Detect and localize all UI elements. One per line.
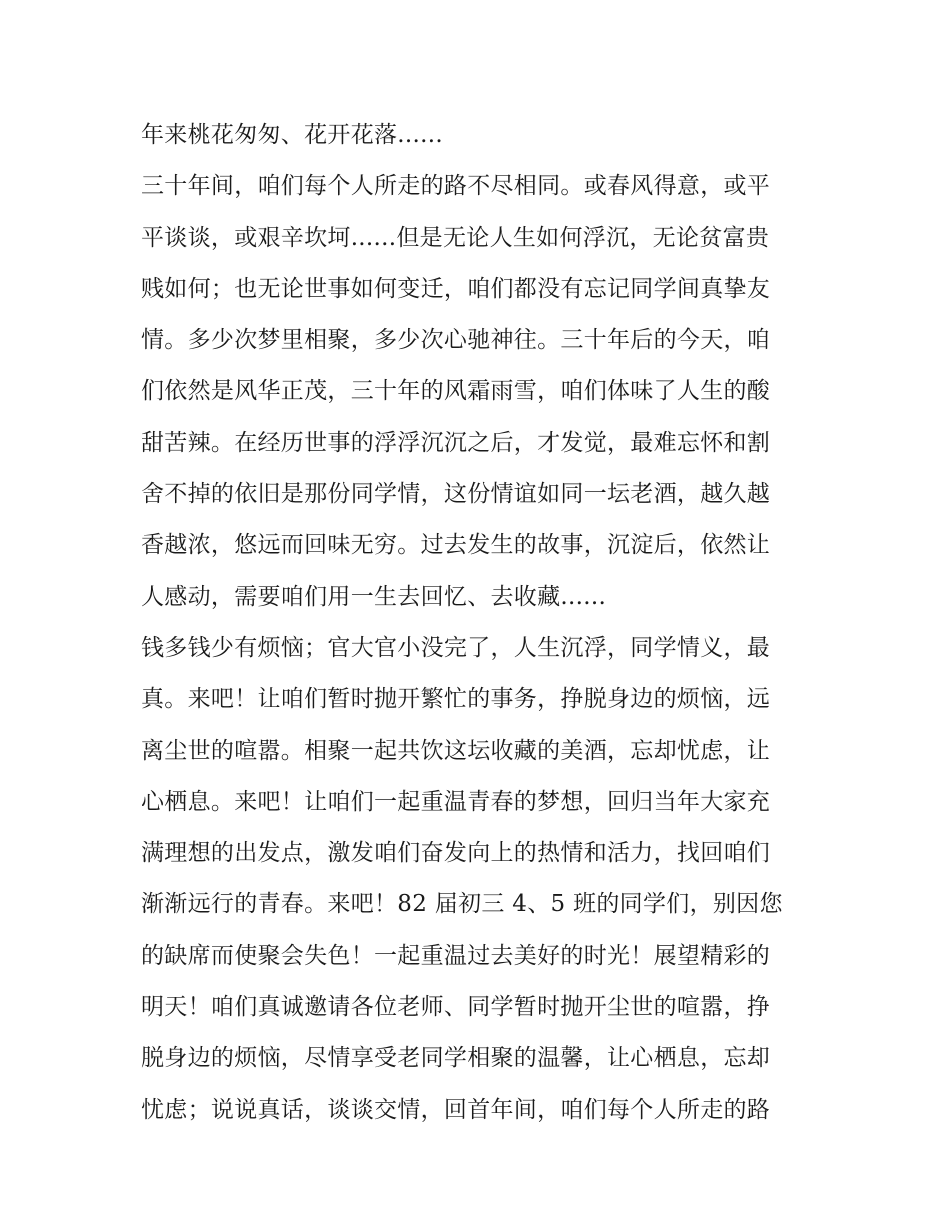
text-line: 的缺席而使聚会失色！一起重温过去美好的时光！展望精彩的 <box>141 942 771 969</box>
text-line: 香越浓，悠远而回味无穷。过去发生的故事，沉淀后，依然让 <box>141 532 771 559</box>
text-line: 钱多钱少有烦恼；官大官小没完了，人生沉浮，同学情义，最 <box>141 634 771 661</box>
text-line: 甜苦辣。在经历世事的浮浮沉沉之后，才发觉，最难忘怀和割 <box>141 429 771 456</box>
text-line: 脱身边的烦恼，尽情享受老同学相聚的温馨，让心栖息，忘却 <box>141 1045 771 1072</box>
text-line: 贱如何；也无论世事如何变迁，咱们都没有忘记同学间真挚友 <box>141 275 771 302</box>
text-line: 离尘世的喧嚣。相聚一起共饮这坛收藏的美酒，忘却忧虑，让 <box>141 737 771 764</box>
body-text <box>141 110 813 1136</box>
text-line: 忧虑；说说真话，谈谈交情，回首年间，咱们每个人所走的路 <box>141 1096 771 1123</box>
text-line: 年来桃花匆匆、花开花落...... <box>141 122 443 148</box>
text-line: 真。来吧！让咱们暂时抛开繁忙的事务，挣脱身边的烦恼，远 <box>141 686 771 713</box>
text-line: 三十年间，咱们每个人所走的路不尽相同。或春风得意，或平 <box>141 173 771 200</box>
text-line: 渐渐远行的青春。来吧！82 届初三 4、5 班的同学们，别因您 <box>141 891 783 918</box>
text-line: 们依然是风华正茂，三十年的风霜雨雪，咱们体味了人生的酸 <box>141 378 771 405</box>
text-line: 情。多少次梦里相聚，多少次心驰神往。三十年后的今天，咱 <box>141 327 771 354</box>
text-line: 心栖息。来吧！让咱们一起重温青春的梦想，回归当年大家充 <box>141 788 771 815</box>
text-line: 平谈谈，或艰辛坎坷......但是无论人生如何浮沉，无论贫富贵 <box>141 224 770 251</box>
text-line: 满理想的出发点，激发咱们奋发向上的热情和活力，找回咱们 <box>141 840 771 867</box>
text-line: 舍不掉的依旧是那份同学情，这份情谊如同一坛老酒，越久越 <box>141 481 771 508</box>
text-line: 人感动，需要咱们用一生去回忆、去收藏...... <box>141 583 607 610</box>
text-line: 明天！咱们真诚邀请各位老师、同学暂时抛开尘世的喧嚣，挣 <box>141 994 771 1021</box>
